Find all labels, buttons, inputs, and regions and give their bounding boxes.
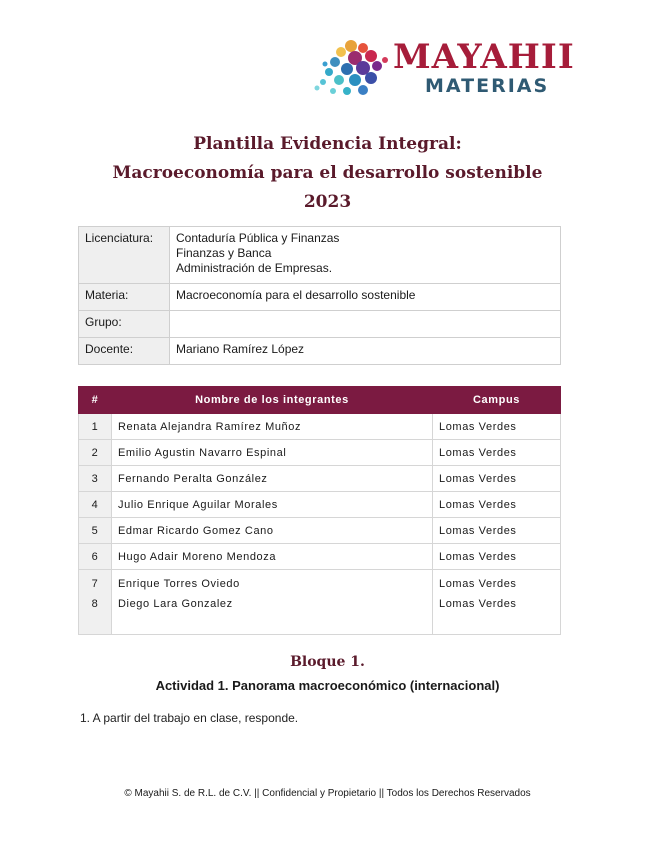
row-name: Julio Enrique Aguilar Morales xyxy=(112,492,433,518)
title-line-2: Macroeconomía para el desarrollo sostenible xyxy=(112,163,543,183)
licenciatura-value-3: Administración de Empresas. xyxy=(176,261,333,275)
materia-value: Macroeconomía para el desarrollo sostenible xyxy=(170,284,561,311)
table-row xyxy=(79,466,561,492)
header-campus: Campus xyxy=(433,387,561,414)
members-table xyxy=(78,386,561,635)
licenciatura-label: Licenciatura: xyxy=(79,227,170,284)
licenciatura-value xyxy=(170,227,561,284)
row-num xyxy=(79,570,112,635)
grupo-label: Grupo: xyxy=(79,311,170,338)
title-year: 2023 xyxy=(303,192,352,212)
logo-sub-text: MATERIAS xyxy=(425,75,550,97)
info-row-licenciatura xyxy=(79,227,561,284)
title-line-1: Plantilla Evidencia Integral: xyxy=(193,134,462,154)
row-campus: Lomas Verdes xyxy=(433,492,561,518)
activity-heading: Actividad 1. Panorama macroeconómico (internacional) xyxy=(155,678,500,693)
info-row-docente xyxy=(79,338,561,365)
row-num: 1 xyxy=(79,414,112,440)
row-campus: Lomas Verdes xyxy=(433,414,561,440)
materia-label: Materia: xyxy=(79,284,170,311)
row-campus: Lomas Verdes xyxy=(433,440,561,466)
course-info-table xyxy=(78,226,561,365)
row-name: Hugo Adair Moreno Mendoza xyxy=(112,544,433,570)
row-num: 5 xyxy=(79,518,112,544)
row-name: Edmar Ricardo Gomez Cano xyxy=(112,518,433,544)
table-row xyxy=(79,492,561,518)
row-num-7: 7 xyxy=(91,578,99,590)
row-campus-8: Lomas Verdes xyxy=(439,598,517,610)
instruction-text: 1. A partir del trabajo en clase, responde. xyxy=(80,711,299,725)
row-num-8: 8 xyxy=(91,598,99,610)
row-name xyxy=(112,570,433,635)
row-name-7: Enrique Torres Oviedo xyxy=(118,578,240,590)
logo-mark-icon xyxy=(305,36,397,102)
docente-value: Mariano Ramírez López xyxy=(170,338,561,365)
header-name: Nombre de los integrantes xyxy=(112,387,433,414)
logo-brand-text: MAYAHII xyxy=(393,37,575,77)
docente-label: Docente: xyxy=(79,338,170,365)
table-row xyxy=(79,440,561,466)
footer-text: © Mayahii S. de R.L. de C.V. || Confidencial y Propietario || Todos los Derechos Reservados xyxy=(124,788,531,799)
members-header-row xyxy=(79,387,561,414)
row-campus: Lomas Verdes xyxy=(433,544,561,570)
licenciatura-value-1: Contaduría Pública y Finanzas xyxy=(176,231,340,245)
row-name-8: Diego Lara Gonzalez xyxy=(118,598,233,610)
row-name: Renata Alejandra Ramírez Muñoz xyxy=(112,414,433,440)
licenciatura-value-2: Finanzas y Banca xyxy=(176,246,272,260)
row-campus-7: Lomas Verdes xyxy=(439,578,517,590)
table-row xyxy=(79,518,561,544)
info-row-materia xyxy=(79,284,561,311)
table-row xyxy=(79,570,561,635)
brand-logo xyxy=(305,36,575,106)
row-num: 2 xyxy=(79,440,112,466)
row-campus: Lomas Verdes xyxy=(433,466,561,492)
row-campus xyxy=(433,570,561,635)
table-row xyxy=(79,414,561,440)
grupo-value xyxy=(170,311,561,338)
info-row-grupo xyxy=(79,311,561,338)
row-num: 3 xyxy=(79,466,112,492)
table-row xyxy=(79,544,561,570)
row-name: Emilio Agustin Navarro Espinal xyxy=(112,440,433,466)
section-heading: Bloque 1. xyxy=(290,654,365,670)
header-num: # xyxy=(79,387,112,414)
row-num: 6 xyxy=(79,544,112,570)
row-num: 4 xyxy=(79,492,112,518)
row-name: Fernando Peralta González xyxy=(112,466,433,492)
document-title xyxy=(0,130,655,217)
row-campus: Lomas Verdes xyxy=(433,518,561,544)
